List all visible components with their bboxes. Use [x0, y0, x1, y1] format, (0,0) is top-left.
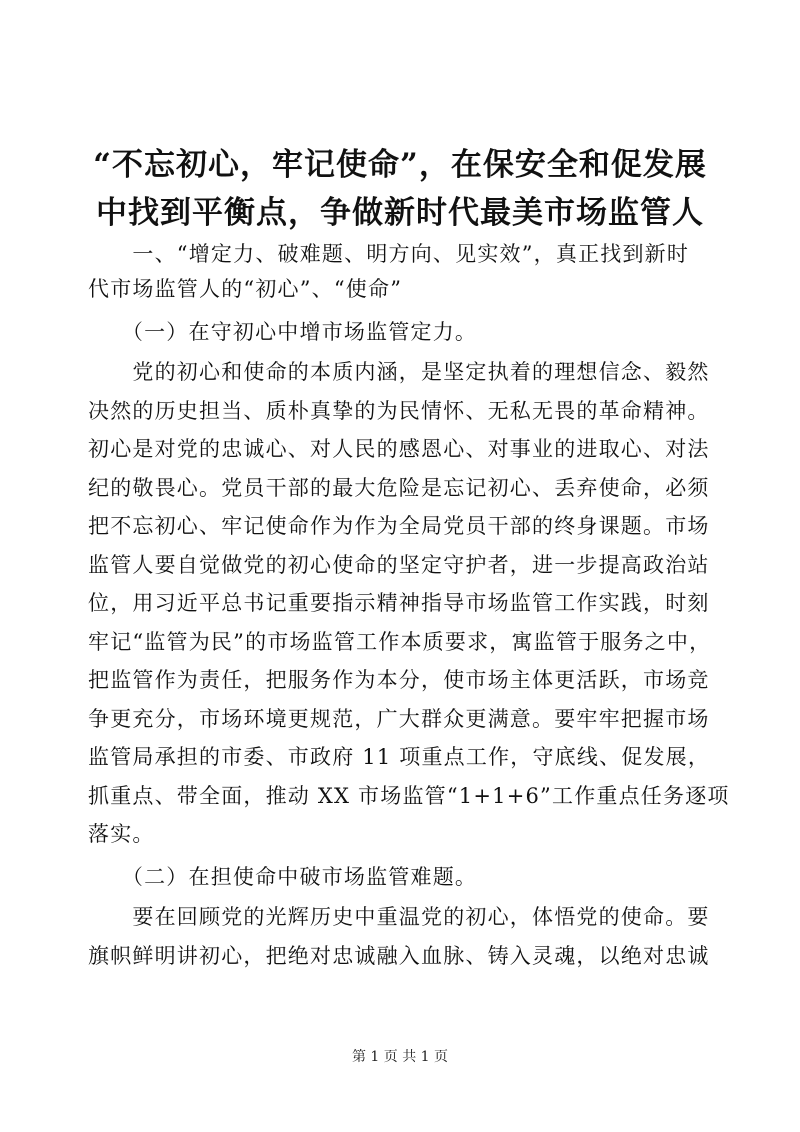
paragraph-line: 把监管作为责任，把服务作为本分，使市场主体更活跃，市场竞 — [88, 668, 710, 692]
document-title-line-2: 中找到平衡点，争做新时代最美市场监管人 — [96, 195, 704, 231]
paragraph-line: 代市场监管人的“初心”、“使命” — [88, 277, 403, 301]
paragraph-line: 要在回顾党的光辉历史中重温党的初心，体悟党的使命。要 — [88, 905, 710, 929]
paragraph-line: 牢记“监管为民”的市场监管工作本质要求，寓监管于服务之中， — [88, 630, 712, 654]
paragraph-line: 把不忘初心、牢记使命作为作为全局党员干部的终身课题。市场 — [88, 514, 710, 538]
paragraph-line: 监管人要自觉做党的初心使命的坚定守护者，进一步提高政治站 — [88, 553, 710, 577]
paragraph-line: 党的初心和使命的本质内涵，是坚定执着的理想信念、毅然 — [88, 360, 710, 384]
paragraph-line: 位，用习近平总书记重要指示精神指导市场监管工作实践，时刻 — [88, 591, 710, 615]
paragraph-line: 纪的敬畏心。党员干部的最大危险是忘记初心、丢弃使命，必须 — [88, 476, 710, 500]
paragraph-line: 争更充分，市场环境更规范，广大群众更满意。要牢牢把握市场 — [88, 707, 710, 731]
page-footer: 第 1 页 共 1 页 — [351, 1049, 449, 1065]
paragraph-line: 抓重点、带全面，推动 XX 市场监管“1+1+6”工作重点任务逐项 — [88, 784, 730, 808]
paragraph-line: 监管局承担的市委、市政府 11 项重点工作，守底线、促发展， — [88, 745, 711, 769]
paragraph-line: 落实。 — [88, 822, 155, 846]
paragraph-line: 决然的历史担当、质朴真挚的为民情怀、无私无畏的革命精神。 — [88, 399, 710, 423]
document-title-line-1: “不忘初心，牢记使命”，在保安全和促发展 — [93, 147, 707, 183]
paragraph-line: 初心是对党的忠诚心、对人民的感恩心、对事业的进取心、对法 — [88, 437, 710, 461]
section-heading: （一）在守初心中增市场监管定力。 — [88, 320, 478, 344]
paragraph-line: 一、“增定力、破难题、明方向、见实效”，真正找到新时 — [88, 242, 690, 266]
section-heading: （二）在担使命中破市场监管难题。 — [88, 865, 478, 889]
paragraph-line: 旗帜鲜明讲初心，把绝对忠诚融入血脉、铸入灵魂，以绝对忠诚 — [88, 944, 710, 968]
